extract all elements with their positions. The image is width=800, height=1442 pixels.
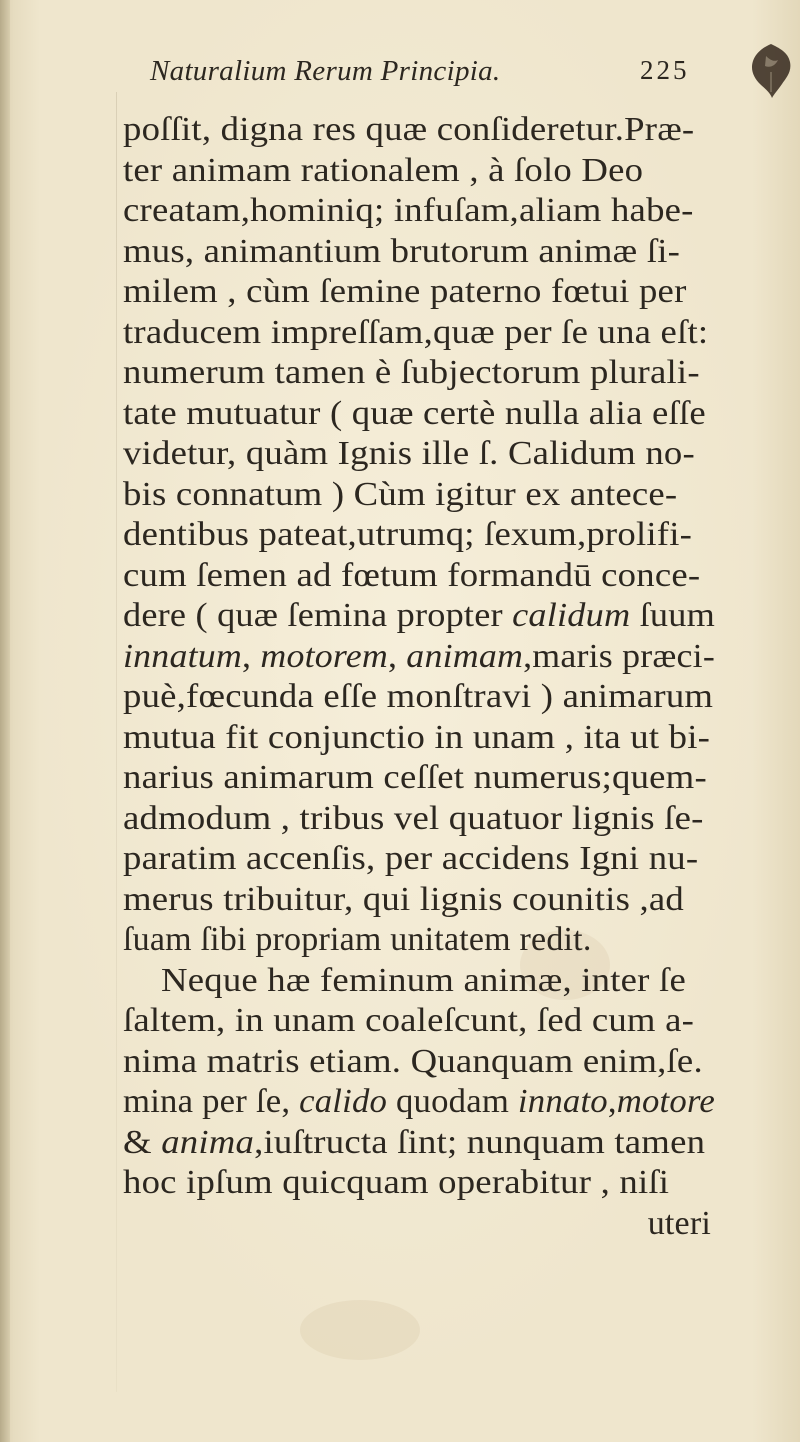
text-line [123, 394, 715, 435]
text-line-content [123, 394, 706, 435]
text-line-content [123, 637, 715, 678]
page-fold-line [116, 92, 117, 1392]
text-segment: quodam [387, 1083, 518, 1120]
text-line [123, 232, 715, 273]
text-line [123, 151, 715, 192]
running-title: Naturalium Rerum Principia. [150, 55, 501, 87]
text-line-content [123, 758, 707, 799]
body-text [123, 110, 715, 1244]
text-segment: nima matris etiam. Quanquam enim,ſe. [123, 1042, 703, 1080]
text-segment: merus tribuitur, qui lignis counitis ,ad [123, 880, 684, 918]
text-segment: mutua fit conjunctio in unam , ita ut bi- [123, 718, 711, 756]
text-segment: , [607, 1083, 617, 1120]
text-line [123, 961, 715, 1002]
text-segment: & [123, 1123, 162, 1161]
text-line [123, 920, 715, 961]
italic-segment: anima [161, 1123, 255, 1161]
text-line [123, 1001, 715, 1042]
text-line-content [161, 961, 686, 1002]
text-line-content [123, 232, 680, 273]
text-line-content [123, 839, 698, 880]
text-segment: tate mutuatur ( quæ certè nulla alia eſſe [123, 394, 706, 432]
text-segment: , [241, 637, 261, 675]
text-segment: dere ( quæ ſemina propter [123, 597, 513, 634]
text-line [123, 880, 715, 921]
text-segment: milem , cùm ſemine paterno fœtui per [123, 273, 687, 310]
text-segment: traducem impreſſam,quæ per ſe una eſt: [123, 313, 709, 351]
text-line-content [123, 920, 592, 961]
text-line-content [123, 1082, 715, 1123]
text-segment: mus, animantium brutorum animæ ſi- [123, 232, 681, 270]
text-segment: bis connatum ) Cùm igitur ex antece- [123, 475, 678, 513]
text-segment: ſuum [630, 597, 716, 634]
text-line [123, 1123, 715, 1164]
text-line [123, 556, 715, 597]
text-line [123, 1163, 715, 1204]
text-segment: uteri [647, 1204, 711, 1242]
italic-segment: motorem [260, 637, 388, 675]
text-line-content [123, 677, 713, 718]
text-line-content [123, 718, 710, 759]
text-line-content [123, 1163, 669, 1204]
text-segment: narius animarum ceſſet numerus;quem- [123, 759, 707, 796]
text-line-content [123, 596, 715, 637]
italic-segment: motore [616, 1083, 716, 1120]
text-line [123, 1204, 715, 1245]
text-line-content [123, 556, 700, 597]
text-line [123, 313, 715, 354]
text-line [123, 758, 715, 799]
text-segment: ,iuſtructa ſint; nunquam tamen [254, 1123, 706, 1161]
text-line-content [123, 313, 708, 354]
text-line-content [123, 151, 643, 192]
text-line-content [123, 799, 704, 840]
text-segment: puè,fœcunda eſſe monſtravi ) animarum [123, 678, 714, 715]
text-line [123, 434, 715, 475]
text-line [123, 799, 715, 840]
paper-stain [300, 1300, 420, 1360]
text-line-content [648, 1204, 711, 1245]
italic-segment: calidum [512, 597, 631, 634]
text-line-content [123, 110, 694, 151]
text-line [123, 596, 715, 637]
text-segment: poſſit, digna res quæ conſideretur.Præ- [123, 111, 695, 148]
text-segment: paratim accenſis, per accidens Igni nu- [123, 840, 699, 877]
text-segment: creatam,hominiq; infuſam,aliam habe- [123, 192, 694, 229]
text-line-content [123, 475, 677, 516]
page-gutter [0, 0, 10, 1442]
italic-segment: animam [406, 637, 524, 675]
text-line [123, 515, 715, 556]
text-line-content [123, 1001, 694, 1042]
printer-ornament-icon [748, 42, 794, 100]
text-segment: , [387, 637, 407, 675]
text-segment: Neque hæ feminum animæ, inter ſe [161, 961, 686, 999]
text-segment: ſuam ſibi propriam unitatem redit. [123, 921, 592, 958]
text-segment: mina per ſe, [123, 1083, 300, 1120]
text-line-content [123, 515, 692, 556]
italic-segment: innato [517, 1083, 608, 1120]
text-segment: ter animam rationalem , à ſolo Deo [123, 151, 644, 189]
text-line-content [123, 1123, 705, 1164]
text-line [123, 272, 715, 313]
text-line [123, 475, 715, 516]
text-line-content [123, 191, 694, 232]
text-segment: ſaltem, in unam coaleſcunt, ſed cum a- [123, 1002, 695, 1039]
text-line [123, 637, 715, 678]
italic-segment: calido [299, 1083, 388, 1120]
text-line-content [123, 434, 695, 475]
italic-segment: innatum [123, 637, 242, 675]
running-head [150, 55, 710, 105]
text-segment: videtur, quàm Ignis ille ſ. Calidum no- [123, 435, 695, 472]
page-number: 225 [640, 55, 690, 85]
ornament-graphic [748, 42, 794, 100]
text-line [123, 718, 715, 759]
text-segment: numerum tamen è ſubjectorum plurali- [123, 354, 700, 391]
text-segment: dentibus pateat,utrumq; ſexum,prolifi- [123, 516, 693, 553]
text-line [123, 677, 715, 718]
text-segment: hoc ipſum quicquam operabitur , niſi [123, 1164, 670, 1201]
text-line-content [123, 353, 700, 394]
text-line [123, 1042, 715, 1083]
text-line-content [123, 1042, 703, 1083]
text-line-content [123, 272, 687, 313]
text-segment: admodum , tribus vel quatuor lignis ſe- [123, 799, 704, 837]
text-line [123, 839, 715, 880]
text-line [123, 110, 715, 151]
text-line [123, 353, 715, 394]
text-line-content [123, 880, 684, 921]
text-line [123, 1082, 715, 1123]
text-segment: cum ſemen ad fœtum formandū conce- [123, 556, 701, 594]
text-line [123, 191, 715, 232]
text-segment: ,maris præci- [523, 637, 715, 675]
